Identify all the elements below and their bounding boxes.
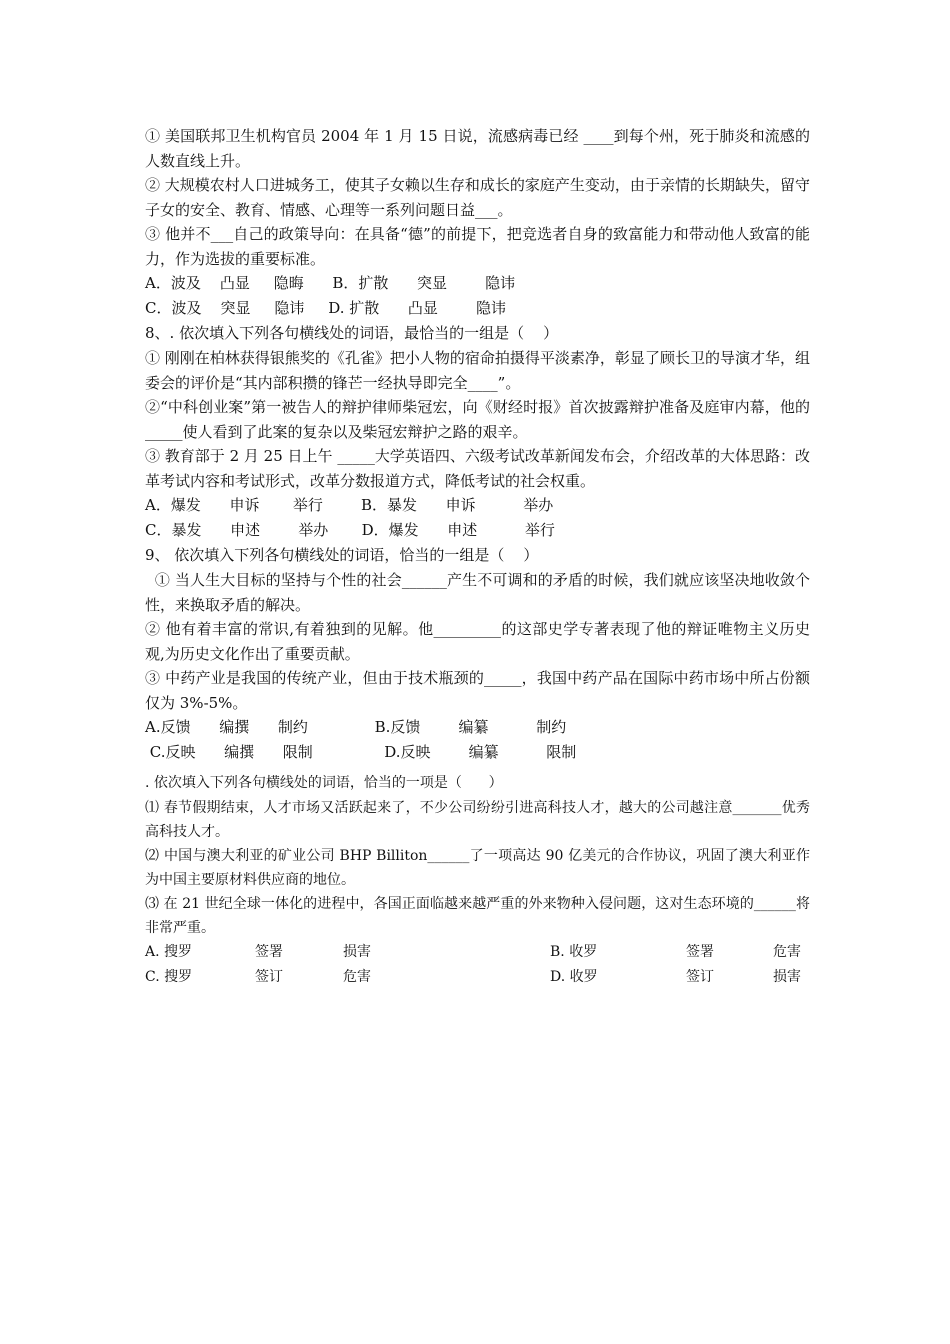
q8-options-cd: C．暴发 申述 举办 D．爆发 申述 举行 (145, 521, 555, 539)
q10-option-d: D. 收罗 (550, 969, 598, 985)
q10-option-d-word3: 损害 (773, 969, 801, 985)
q9-options-cd: C.反映 编撰 限制 D.反映 编纂 限制 (145, 743, 577, 761)
q8-options-ab: A．爆发 申诉 举行 B．暴发 申诉 举办 (145, 496, 554, 514)
q10-sentence-1: ⑴ 春节假期结束，人才市场又活跃起来了，不少公司纷纷引进高科技人才，越大的公司越注意_______优秀高科技人才。 (145, 800, 810, 840)
q8-sentence-1: ① 刚刚在柏林获得银熊奖的《孔雀》把小人物的宿命拍摄得平淡素净，彰显了顾长卫的导演才华，组委会的评价是“其内部积攒的锋芒一经执导即完全____”。 (145, 349, 810, 392)
q10-option-b: B. 收罗 (550, 944, 598, 960)
q10-option-b-word2: 签署 (686, 944, 714, 960)
q7-options-ab: A．波及 凸显 隐晦 B．扩散 突显 隐讳 (145, 274, 516, 292)
q8-sentence-2: ②“中科创业案”第一被告人的辩护律师柴冠宏，向《财经时报》首次披露辩护准备及庭审内幕，他的_____使人看到了此案的复杂以及柴冠宏辩护之路的艰辛。 (145, 398, 810, 441)
q10-block (145, 771, 810, 990)
q8-sentence-3: ③ 教育部于 2 月 25 日上午 _____大学英语四、六级考试改革新闻发布会，介绍改革的大体思路：改革考试内容和考试形式，改革分数报道方式，降低考试的社会权重。 (145, 447, 810, 490)
q7-options-cd: C．波及 突显 隐讳 D. 扩散 凸显 隐讳 (145, 299, 507, 317)
q10-option-c-word3: 危害 (343, 969, 371, 985)
q10-option-c-word2: 签订 (255, 969, 283, 985)
q10-option-a-word3: 损害 (343, 944, 371, 960)
q9-options-ab: A.反馈 编撰 制约 B.反馈 编纂 制约 (145, 718, 567, 736)
q9-sentence-3: ③ 中药产业是我国的传统产业，但由于技术瓶颈的_____，我国中药产品在国际中药市场中所占份额仅为 3%-5%。 (145, 669, 810, 712)
q9-sentence-1: ① 当人生大目标的坚持与个性的社会______产生不可调和的矛盾的时候，我们就应该坚决地收敛个性，来换取矛盾的解决。 (145, 571, 810, 614)
q10-sentence-2: ⑵ 中国与澳大利亚的矿业公司 BHP Billiton______了一项高达 90 亿美元的合作协议，巩固了澳大利亚作为中国主要原材料供应商的地位。 (145, 848, 810, 888)
q10-option-a-word2: 签署 (255, 944, 283, 960)
q10-stem: . 依次填入下列各句横线处的词语，恰当的一项是（ ） (145, 775, 503, 791)
q9-sentence-2: ② 他有着丰富的常识,有着独到的见解。他_________的这部史学专著表现了他的辩证唯物主义历史观,为历史文化作出了重要贡献。 (145, 620, 810, 663)
q7-sentence-3: ③ 他并不___自己的政策导向：在具备“德”的前提下，把竞选者自身的致富能力和带动他人致富的能力，作为选拔的重要标准。 (145, 225, 810, 268)
q10-options-ab (145, 940, 810, 965)
q8-stem: 8、. 依次填入下列各句横线处的词语，最恰当的一组是（ ） (145, 324, 559, 342)
exercise-page (145, 124, 810, 765)
q10-option-a: A. 搜罗 (145, 944, 193, 960)
q10-options-cd (145, 965, 810, 990)
q10-option-c: C. 搜罗 (145, 969, 193, 985)
q7-sentence-1: ① 美国联邦卫生机构官员 2004 年 1 月 15 日说，流感病毒已经 ____到每个州，死于肺炎和流感的人数直线上升。 (145, 127, 810, 170)
q10-option-d-word2: 签订 (686, 969, 714, 985)
q10-option-b-word3: 危害 (773, 944, 801, 960)
q7-sentence-2: ② 大规模农村人口进城务工，使其子女赖以生存和成长的家庭产生变动，由于亲情的长期缺失，留守子女的安全、教育、情感、心理等一系列问题日益___。 (145, 176, 810, 219)
q10-sentence-3: ⑶ 在 21 世纪全球一体化的进程中，各国正面临越来越严重的外来物种入侵问题，这对生态环境的______将非常严重。 (145, 896, 810, 936)
q9-stem: 9、 依次填入下列各句横线处的词语，恰当的一组是（ ） (145, 546, 539, 564)
